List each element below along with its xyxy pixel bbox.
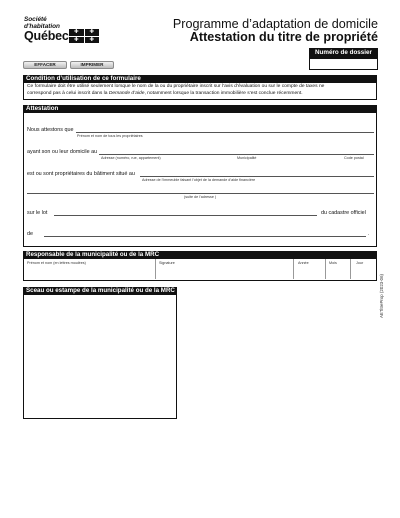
owners-input[interactable]: [76, 132, 374, 133]
quebec-flag-icon: ✚ ✚ ✚ ✚: [69, 29, 99, 43]
print-button[interactable]: IMPRIMER: [70, 61, 114, 69]
conditions-text: Ce formulaire doit être utilisé seulement lorsque le nom de la ou du propriétaire inscrit sur l’avis d’évaluation ou sur le compte de taxes ne correspond pas à celui inscrit dans la Demande d’aide, notamment lorsque la transaction immobilière s’est conclue récemment.: [23, 83, 377, 100]
cadastre-of-label: de: [27, 231, 33, 237]
seal-heading: Sceau ou estampe de la municipalité ou de la MRC: [23, 287, 177, 295]
signature-input[interactable]: [156, 259, 293, 279]
dossier-number-field[interactable]: [309, 58, 378, 70]
month-input[interactable]: [326, 259, 350, 279]
building-address-continued-input[interactable]: [27, 193, 374, 194]
org-name-prefix: Société d'habitation: [24, 16, 60, 30]
page-subtitle: Attestation du titre de propriété: [189, 30, 378, 44]
month-hint: Mois: [329, 261, 337, 265]
signature-hint: Signature: [159, 261, 175, 265]
day-input[interactable]: [351, 259, 376, 279]
dossier-number-label: Numéro de dossier: [309, 48, 378, 58]
building-address-hint: Adresse de l’immeuble faisant l’objet de la demande d’aide financière: [142, 178, 256, 182]
cadastre-name-input[interactable]: [44, 236, 366, 237]
responsible-name-input[interactable]: [24, 259, 155, 279]
year-input[interactable]: [294, 259, 325, 279]
domicile-city-hint: Municipalité: [237, 156, 257, 160]
responsible-name-hint: Prénom et nom (en lettres moulées): [27, 261, 86, 265]
building-address-input[interactable]: [140, 176, 374, 177]
municipality-heading: Responsable de la municipalité ou de la MRC: [23, 251, 377, 259]
form-code: AETitreProp (2023-06): [379, 273, 384, 318]
day-hint: Jour: [356, 261, 364, 265]
owners-label: Nous attestons que: [27, 127, 74, 133]
building-label: est ou sont propriétaires du bâtiment situé au: [27, 171, 135, 177]
cadastre-label: du cadastre officiel: [321, 210, 366, 216]
domicile-label: ayant son ou leur domicile au: [27, 149, 98, 155]
domicile-input[interactable]: [99, 154, 374, 155]
address-continued-hint: (suite de l’adresse ): [184, 195, 217, 199]
clear-button[interactable]: EFFACER: [23, 61, 67, 69]
domicile-postal-hint: Code postal: [344, 156, 364, 160]
org-logo-wordmark: Québec: [24, 29, 69, 43]
sentence-end-period: .: [368, 231, 370, 237]
attestation-heading: Attestation: [23, 105, 377, 113]
municipality-section: [23, 259, 377, 281]
lot-input[interactable]: [54, 215, 317, 216]
page-title: Programme d’adaptation de domicile: [172, 17, 378, 31]
seal-area[interactable]: [23, 295, 177, 419]
lot-label: sur le lot: [27, 210, 48, 216]
domicile-address-hint: Adresse (numéro, rue, appartement): [101, 156, 161, 160]
year-hint: Année: [298, 261, 309, 265]
conditions-heading: Condition d’utilisation de ce formulaire: [23, 75, 377, 83]
attestation-section: [23, 113, 377, 247]
owners-hint: Prénom et nom de tous les propriétaires: [77, 134, 143, 138]
